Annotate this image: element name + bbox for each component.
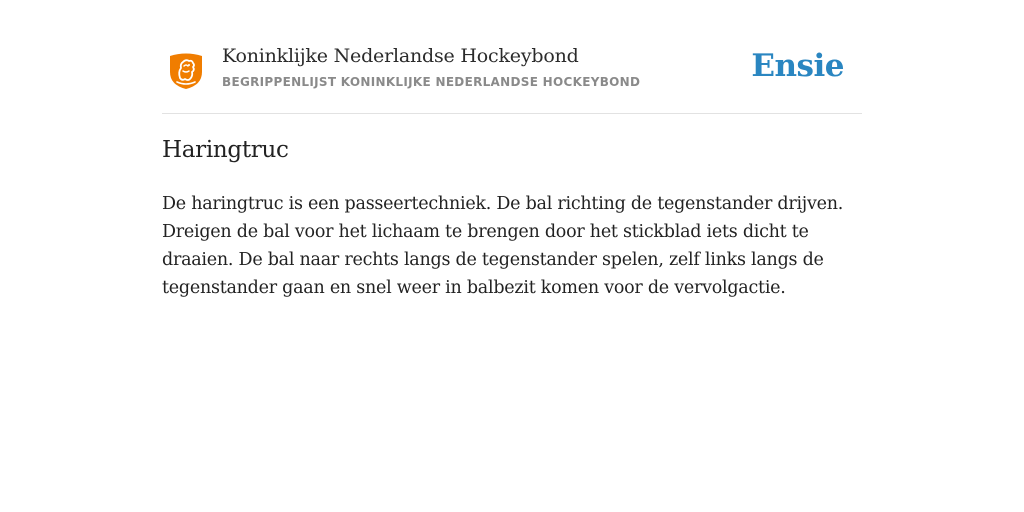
knhb-lion-shield-icon[interactable]	[168, 52, 204, 90]
organization-name[interactable]: Koninklijke Nederlandse Hockeybond	[222, 45, 579, 67]
header	[162, 0, 862, 114]
term-definition: De haringtruc is een passeertechniek. De bal richting de tegenstander drijven. Dreigen de bal voor het lichaam te brengen door het stickblad iets dicht te draaien. De bal naar rechts langs de tegenstander spelen, zelf links langs de tegenstander gaan en snel weer in balbezit komen voor de vervolgactie.	[162, 194, 844, 298]
glossary-subtitle: BEGRIPPENLIJST KONINKLIJKE NEDERLANDSE HOCKEYBOND	[222, 75, 641, 89]
content-container	[162, 0, 862, 298]
term-title: Haringtruc	[162, 137, 289, 163]
ensie-brand-logo[interactable]: Ensie	[751, 48, 844, 84]
